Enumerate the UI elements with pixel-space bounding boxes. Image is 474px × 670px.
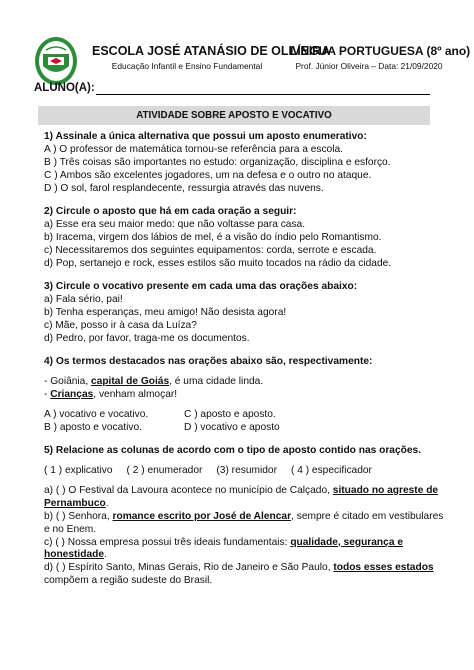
q3-item-a[interactable]: a) Fala sério, pai! xyxy=(44,293,123,305)
school-subtitle: Educação Infantil e Ensino Fundamental xyxy=(111,61,263,71)
school-name: ESCOLA JOSÉ ATANÁSIO DE OLIVEIRA xyxy=(92,44,331,58)
q1-option-d[interactable]: D ) O sol, farol resplandecente, ressurgia através das nuvens. xyxy=(44,182,324,194)
q4-sentence-2 xyxy=(44,389,449,402)
q5-b-highlight: romance escrito por José de Alencar xyxy=(112,510,292,522)
q5-item-b[interactable] xyxy=(44,511,449,537)
q4-options-row-1 xyxy=(44,409,449,422)
subject-title: LÍNGUA PORTUGUESA (8º ano) xyxy=(290,44,471,58)
q5-d-pre: d) ( ) Espírito Santo, Minas Gerais, Rio de Janeiro e São Paulo, xyxy=(44,562,334,574)
teacher-date: Prof. Júnior Oliveira – Data: 21/09/2020 xyxy=(295,61,443,71)
q3-item-b[interactable]: b) Tenha esperanças, meu amigo! Não desista agora! xyxy=(44,306,287,318)
q1-option-c[interactable]: C ) Ambos são excelentes jogadores, um na defesa e o outro no ataque. xyxy=(44,169,372,181)
q5-item-d[interactable] xyxy=(44,562,449,588)
q5-d-highlight: todos esses estados xyxy=(333,562,434,574)
q5-item-a[interactable] xyxy=(44,485,449,511)
q4-sentence-1 xyxy=(44,376,449,389)
q2-item-d[interactable]: d) Pop, sertanejo e rock, esses estilos são muito tocados na rádio da cidade. xyxy=(44,257,392,269)
q5-c-pre: c) ( ) Nossa empresa possui três ideais fundamentais: xyxy=(44,536,291,548)
q2-item-b[interactable]: b) Iracema, virgem dos lábios de mel, é a visão do índio pelo Romantismo. xyxy=(44,231,382,243)
q1-option-b[interactable]: B ) Três coisas são importantes no estudo: organização, disciplina e esforço. xyxy=(44,156,391,168)
q3-item-c[interactable]: c) Mãe, posso ir à casa da Luíza? xyxy=(44,319,197,331)
question-1-title: 1) Assinale a única alternativa que possui um aposto enumerativo: xyxy=(44,131,367,142)
q4-option-d[interactable]: D ) vocativo e aposto xyxy=(184,421,280,433)
q5-c-highlight: qualidade, segurança e honestidade xyxy=(44,536,403,561)
question-3-title: 3) Circule o vocativo presente em cada uma das orações abaixo: xyxy=(44,281,358,293)
q5-a-post: . xyxy=(105,497,109,509)
question-3 xyxy=(44,281,449,346)
q5-item-c[interactable] xyxy=(44,537,449,563)
q4-s1-highlight: capital de Goiás xyxy=(91,376,170,387)
question-4 xyxy=(44,356,449,435)
q2-item-a[interactable]: a) Esse era seu maior medo: que não voltasse para casa. xyxy=(44,218,306,230)
q5-b-post: , sempre é citado em vestibulares e no Enem. xyxy=(44,510,444,535)
q4-option-a[interactable]: A ) vocativo e vocativo. xyxy=(44,408,149,420)
q5-c-post: . xyxy=(104,549,107,561)
q1-option-a[interactable]: A ) O professor de matemática tornou-se referência para a escola. xyxy=(44,143,343,155)
q5-b-pre: b) ( ) Senhora, xyxy=(44,510,113,522)
q4-options-row-2 xyxy=(44,422,449,435)
q4-s2-highlight: Crianças xyxy=(50,388,94,400)
q5-a-pre: a) ( ) O Festival da Lavoura acontece no município de Calçado, xyxy=(44,484,333,496)
q2-item-c[interactable]: c) Necessitaremos dos seguintes equipamentos: corda, serrote e escada. xyxy=(44,244,377,256)
student-label: ALUNO(A): xyxy=(34,82,95,94)
q4-s1-pre: - Goiânia, xyxy=(44,376,91,387)
q4-s1-post: , é uma cidade linda. xyxy=(169,376,264,387)
question-2-title: 2) Circule o aposto que há em cada oração a seguir: xyxy=(44,206,297,218)
q5-type-3: (3) resumidor xyxy=(216,465,277,477)
question-5 xyxy=(44,445,449,588)
school-logo-icon xyxy=(34,36,78,86)
question-1 xyxy=(44,131,449,196)
q5-a-highlight: situado no agreste de Pernambuco xyxy=(44,484,439,509)
q3-item-d[interactable]: d) Pedro, por favor, traga-me os documentos. xyxy=(44,332,250,344)
q4-option-b[interactable]: B ) aposto e vocativo. xyxy=(44,421,142,433)
q5-type-4: ( 4 ) especificador xyxy=(290,465,372,477)
q5-type-2: ( 2 ) enumerador xyxy=(126,465,203,477)
questions xyxy=(44,131,449,588)
q5-type-1: ( 1 ) explicativo xyxy=(44,465,113,477)
q4-s2-pre: - xyxy=(44,388,51,400)
question-4-title: 4) Os termos destacados nas orações abaixo são, respectivamente: xyxy=(44,356,373,368)
q5-types xyxy=(44,465,449,478)
question-5-title: 5) Relacione as colunas de acordo com o tipo de aposto contido nas orações. xyxy=(44,445,422,457)
q4-s2-post: , venham almoçar! xyxy=(93,388,178,400)
student-name-line[interactable] xyxy=(96,94,430,95)
activity-banner: ATIVIDADE SOBRE APOSTO E VOCATIVO xyxy=(38,106,430,125)
q4-option-c[interactable]: C ) aposto e aposto. xyxy=(184,408,276,420)
q5-d-post: compõem a região sudeste do Brasil. xyxy=(44,575,213,587)
question-2 xyxy=(44,206,449,271)
